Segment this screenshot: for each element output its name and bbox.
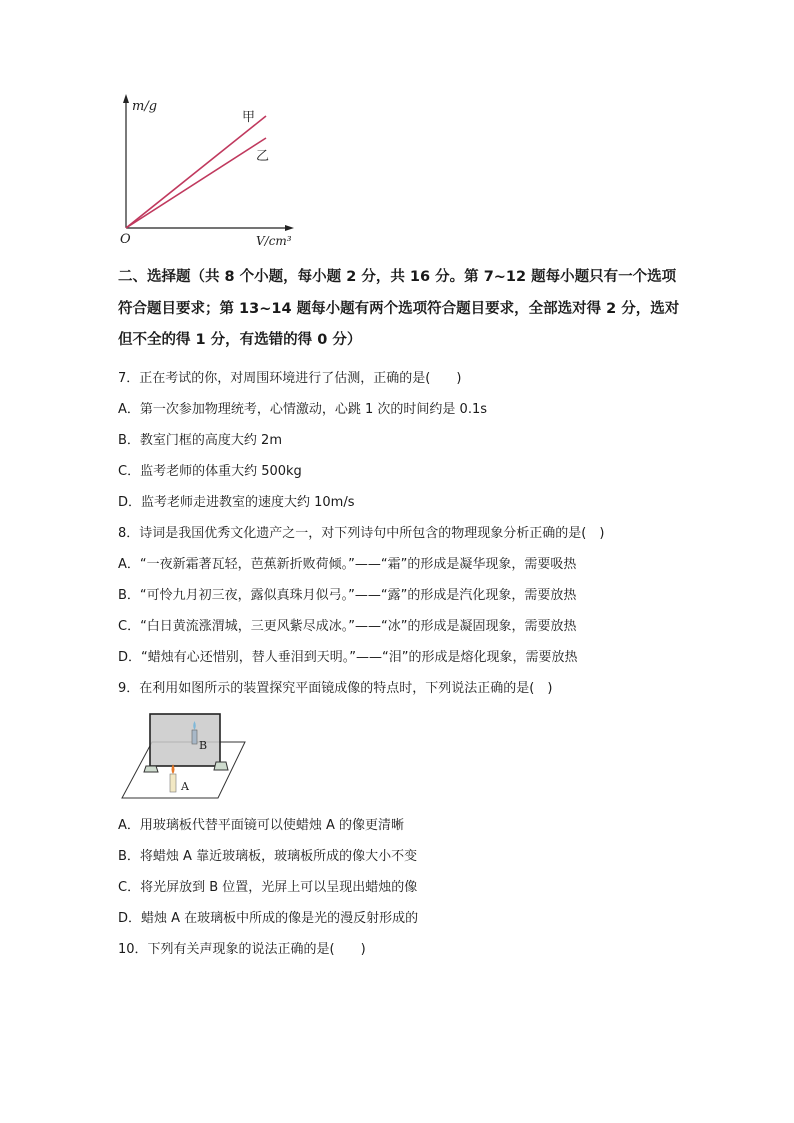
x-axis-arrow	[285, 225, 294, 231]
question-9-option-a: A．用玻璃板代替平面镜可以使蜡烛 A 的像更清晰	[118, 818, 405, 833]
question-10-stem: 10．下列有关声现象的说法正确的是( )	[118, 942, 366, 957]
question-7-option-d: D．监考老师走进教室的速度大约 10m/s	[118, 495, 355, 510]
right-stand	[214, 762, 228, 770]
question-8-option-b: B．“可怜九月初三夜，露似真珠月似弓。”——“露”的形成是汽化现象，需要放热	[118, 588, 577, 603]
question-9-stem: 9．在利用如图所示的装置探究平面镜成像的特点时，下列说法正确的是( )	[118, 681, 553, 696]
question-7-stem: 7．正在考试的你，对周围环境进行了估测，正确的是( )	[118, 371, 462, 386]
question-9-option-d: D．蜡烛 A 在玻璃板中所成的像是光的漫反射形成的	[118, 911, 419, 926]
line-yi-label: 乙	[256, 149, 270, 164]
glass-plate	[150, 714, 220, 766]
question-9-option-c: C．将光屏放到 B 位置，光屏上可以呈现出蜡烛的像	[118, 880, 418, 895]
line-yi	[126, 138, 266, 228]
question-9-option-b: B．将蜡烛 A 靠近玻璃板，玻璃板所成的像大小不变	[118, 849, 418, 864]
section-heading: 二、选择题（共 8 个小题，每小题 2 分，共 16 分。第 7~12 题每小题只有一个选项符合题目要求；第 13~14 题每小题有两个选项符合题目要求，全部选对得 2 分，选对但不全的得 1 分，有选错的得 0 分）	[118, 269, 680, 348]
question-8-stem: 8．诗词是我国优秀文化遗产之一，对下列诗句中所包含的物理现象分析正确的是( )	[118, 526, 605, 541]
plane-mirror-apparatus	[120, 708, 250, 803]
candle-a-label: A	[181, 780, 189, 793]
question-7-option-b: B．教室门框的高度大约 2m	[118, 433, 282, 448]
candle-b	[192, 730, 197, 744]
line-jia-label: 甲	[242, 110, 256, 125]
left-stand	[144, 766, 158, 772]
question-7-option-c: C．监考老师的体重大约 500kg	[118, 464, 302, 479]
y-axis-label: m/g	[132, 99, 158, 114]
candle-b-label: B	[199, 739, 208, 752]
question-8-option-c: C．“白日黄流涨渭城，三更风紫尽成冰。”——“冰”的形成是凝固现象，需要放热	[118, 619, 577, 634]
y-axis-arrow	[123, 94, 129, 103]
line-jia	[126, 116, 266, 228]
x-axis-label: V/cm³	[256, 234, 292, 248]
question-7-option-a: A．第一次参加物理统考，心情激动，心跳 1 次的时间约是 0.1s	[118, 402, 488, 417]
mass-volume-graph	[108, 88, 308, 253]
candle-a	[170, 774, 176, 792]
question-8-option-d: D．“蜡烛有心还惜别，替人垂泪到天明。”——“泪”的形成是熔化现象，需要放热	[118, 650, 578, 665]
origin-label: O	[120, 232, 131, 247]
question-8-option-a: A．“一夜新霜著瓦轻，芭蕉新折败荷倾。”——“霜”的形成是凝华现象，需要吸热	[118, 557, 577, 572]
